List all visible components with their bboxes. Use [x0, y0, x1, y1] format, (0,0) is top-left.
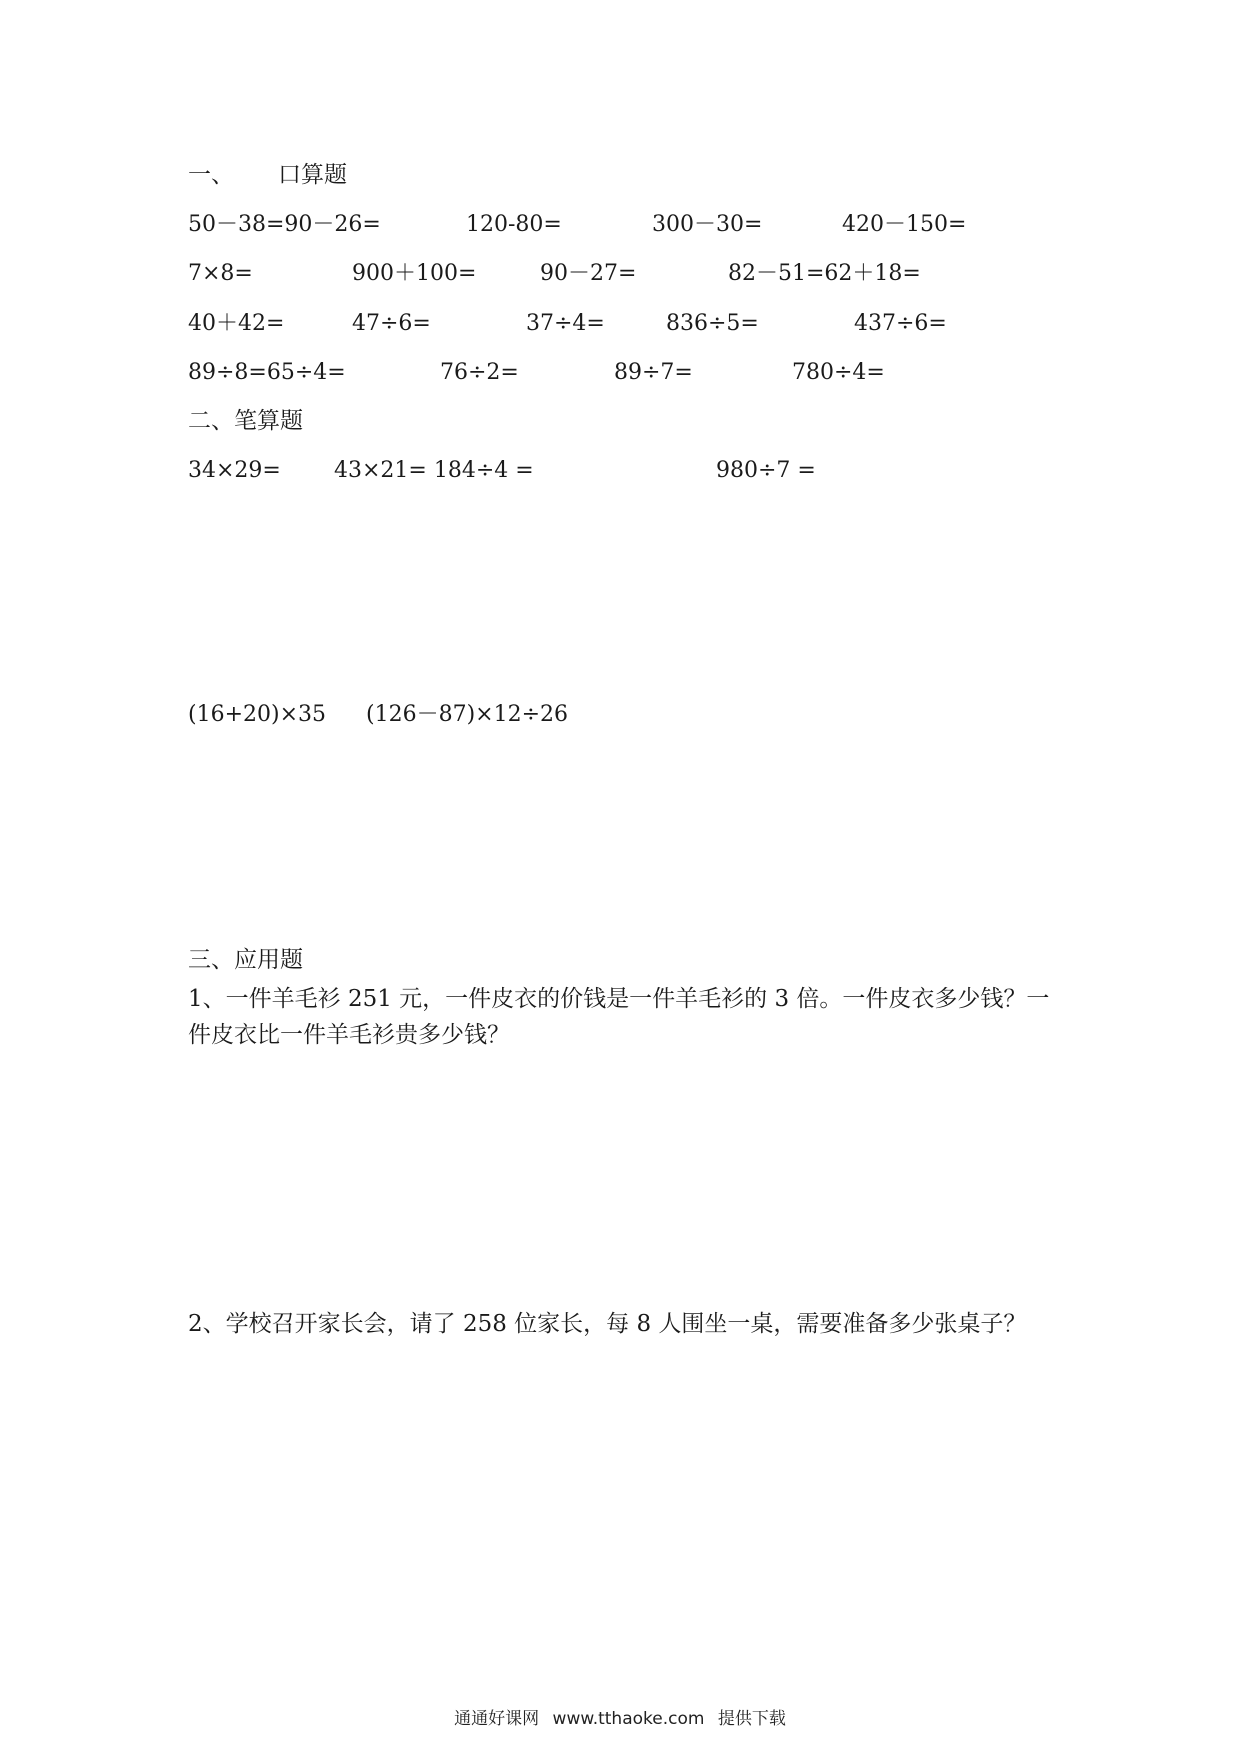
oral-problem: 89÷8=65÷4= [188, 360, 346, 385]
section1-title: 口算题 [278, 162, 347, 188]
written-problem: 43×21= 184÷4 = [334, 458, 534, 483]
oral-problem: 82－51=62＋18= [728, 261, 921, 286]
oral-problem: 900＋100= [352, 261, 477, 286]
oral-problem: 780÷4= [792, 360, 885, 385]
written-problem: (16+20)×35 [188, 702, 327, 727]
oral-problem: 47÷6= [352, 311, 431, 336]
word-problem-2: 2、学校召开家长会，请了 258 位家长，每 8 人围坐一桌，需要准备多少张桌子？ [188, 1311, 1027, 1337]
section3-title: 三、应用题 [188, 947, 303, 973]
oral-problem: 420－150= [842, 212, 967, 237]
footer-site-name: 通通好课网 [454, 1709, 540, 1729]
written-problem: 34×29= [188, 458, 281, 483]
oral-problem: 437÷6= [854, 311, 947, 336]
oral-problem: 120-80= [466, 212, 562, 237]
oral-problem: 836÷5= [666, 311, 759, 336]
oral-problem: 90－27= [540, 261, 637, 286]
footer-suffix: 提供下载 [717, 1709, 786, 1729]
oral-problem: 50－38=90－26= [188, 212, 381, 237]
oral-problem: 40＋42= [188, 311, 285, 336]
page-footer [0, 1707, 1240, 1731]
written-problem: (126－87)×12÷26 [366, 702, 569, 727]
written-problem: 980÷7 = [716, 458, 816, 483]
oral-problem: 76÷2= [440, 360, 519, 385]
oral-problem: 300－30= [652, 212, 763, 237]
section1-number: 一、 [188, 162, 234, 188]
oral-problem: 7×8= [188, 261, 253, 286]
oral-problem: 89÷7= [614, 360, 693, 385]
footer-url[interactable]: www.tthaoke.com [552, 1709, 705, 1729]
section2-title: 二、笔算题 [188, 408, 303, 434]
oral-problem: 37÷4= [526, 311, 605, 336]
word-problem-1: 1、一件羊毛衫 251 元，一件皮衣的价钱是一件羊毛衫的 3 倍。一件皮衣多少钱？一件皮衣比一件羊毛衫贵多少钱？ [188, 986, 1050, 1048]
